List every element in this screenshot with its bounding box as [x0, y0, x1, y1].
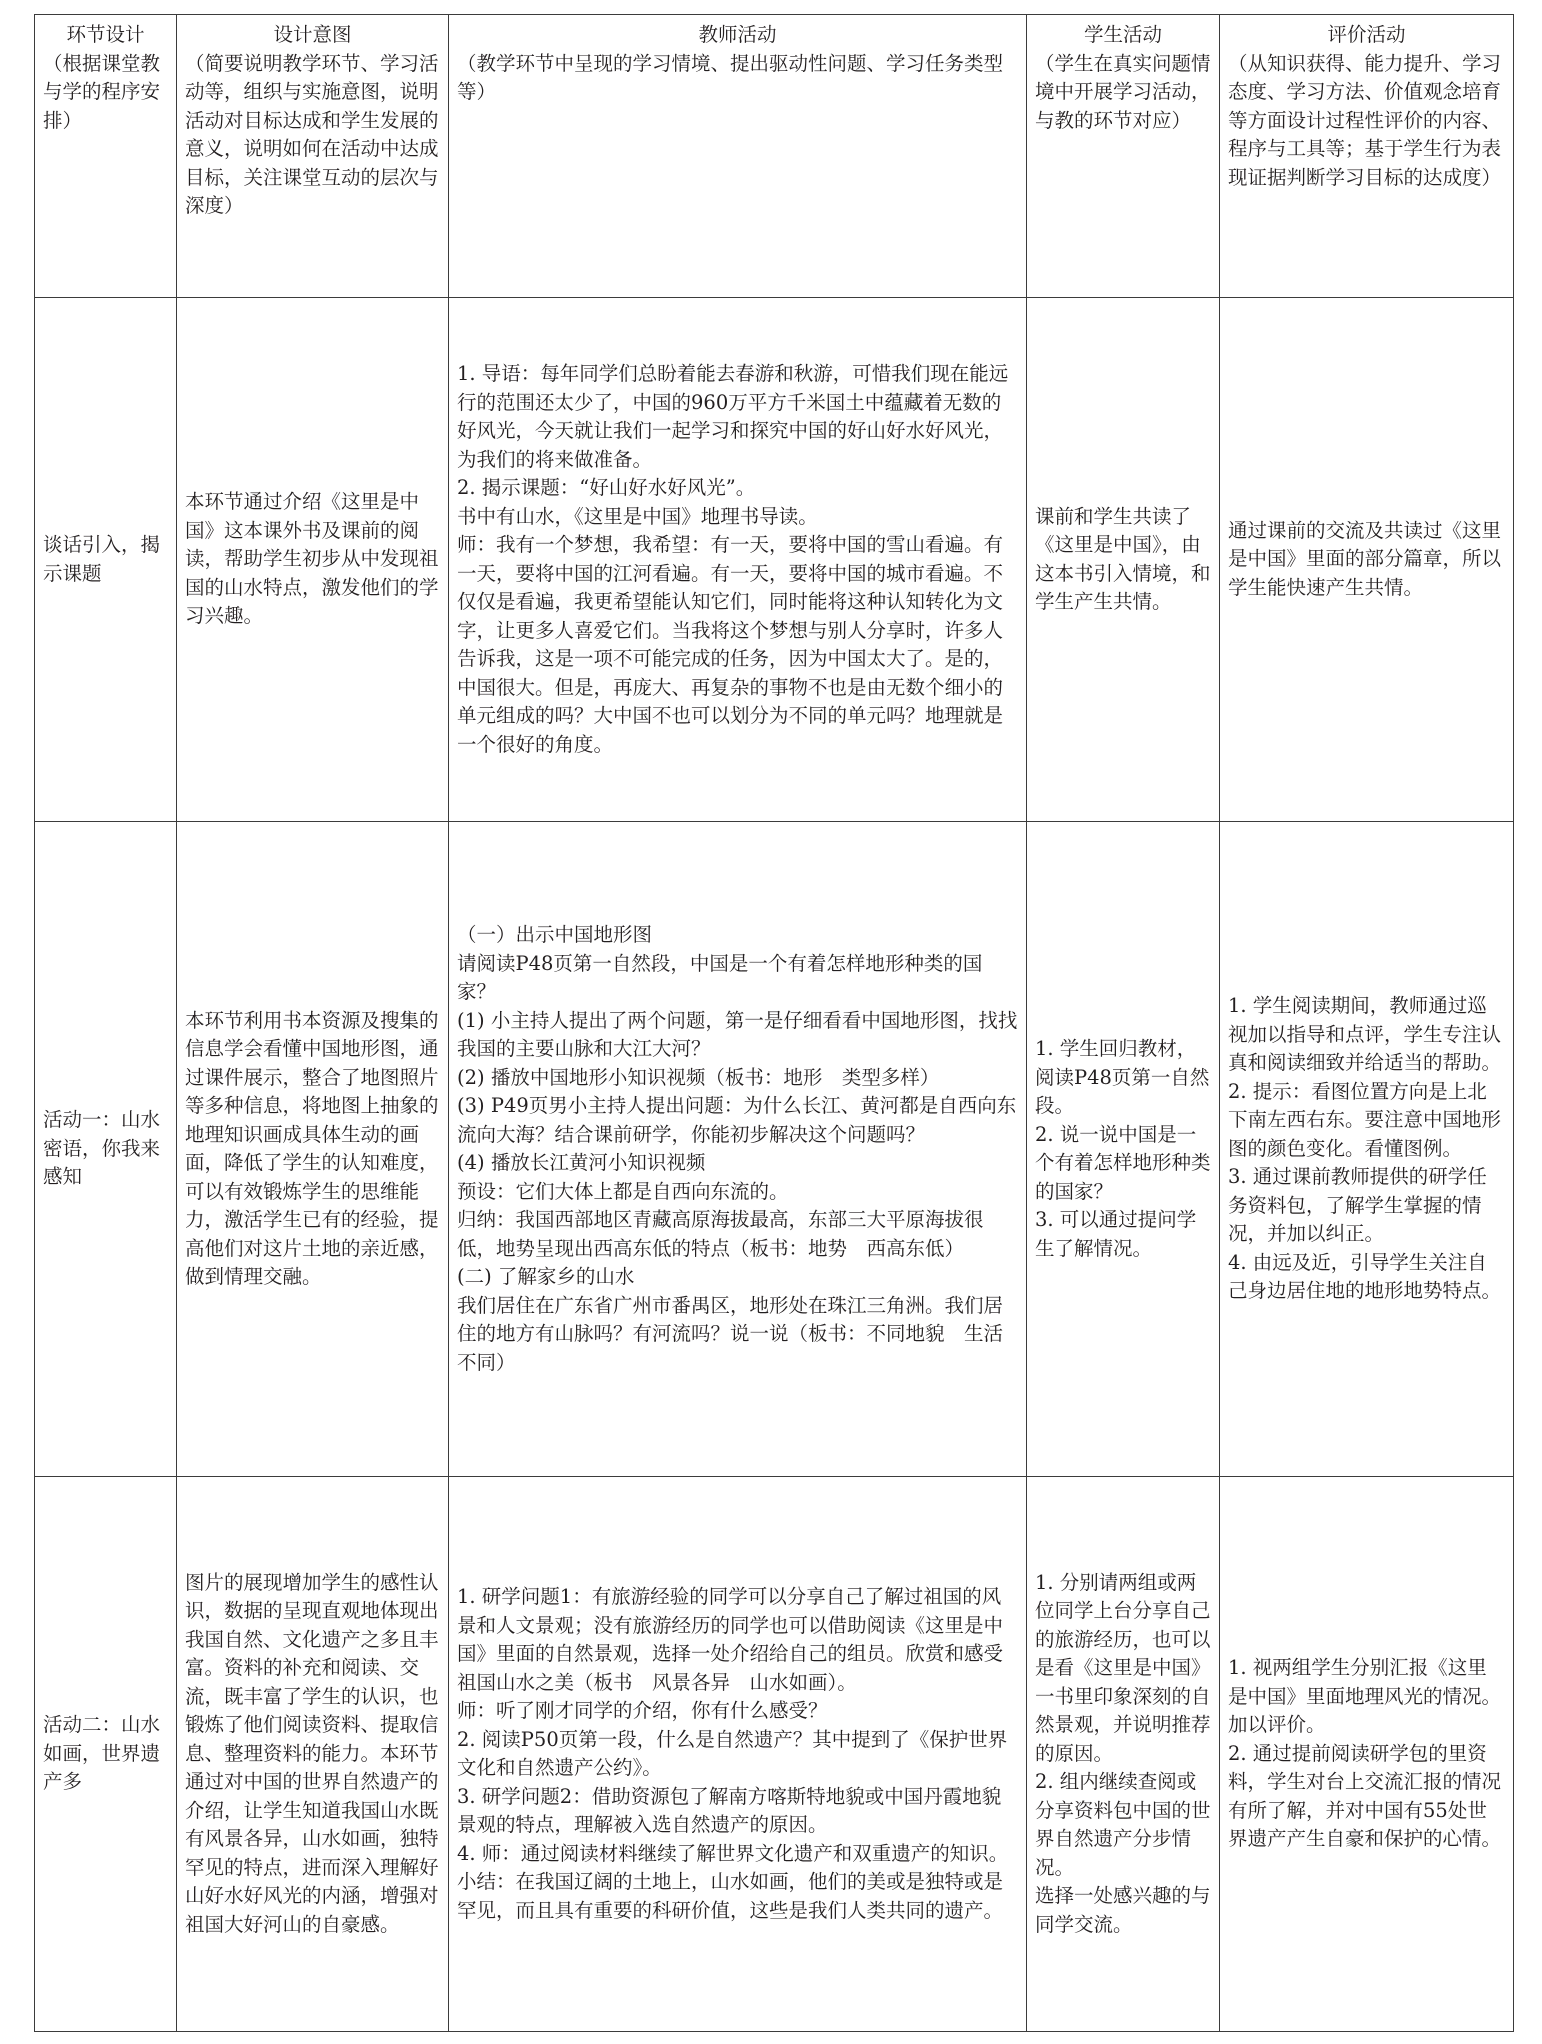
evaluation-line: 3. 通过课前教师提供的研学任务资料包，了解学生掌握的情况，并加以纠正。: [1228, 1165, 1487, 1246]
student-line: 选择一处感兴趣的与同学交流。: [1035, 1884, 1211, 1936]
header-desc: （学生在真实问题情境中开展学习活动，与教的环节对应）: [1035, 51, 1211, 132]
teacher-line: 1. 导语：每年同学们总盼着能去春游和秋游，可惜我们现在能远行的范围还太少了，中国的960万平方千米国土中蕴藏着无数的好风光，今天就让我们一起学习和探究中国的好山好水好风光，为我们的将来做准备。: [457, 362, 1009, 471]
table-row: [35, 822, 1514, 1477]
teacher-line: 1. 研学问题1：有旅游经验的同学可以分享自己了解过祖国的风景和人文景观；没有旅游经历的同学也可以借助阅读《这里是中国》里面的自然景观，选择一处介绍给自己的组员。欣赏和感受祖国山水之美（板书 风景各异 山水如画）。: [457, 1585, 1004, 1694]
student-cell: [1027, 298, 1220, 822]
student-cell: [1027, 822, 1220, 1477]
header-title: 学生活动: [1083, 23, 1162, 46]
teacher-line: 师：我有一个梦想，我希望：有一天，要将中国的雪山看遍。有一天，要将中国的江河看遍。有一天，要将中国的城市看遍。不仅仅是看遍，我更希望能认知它们，同时能将这种认知转化为文字，让更多人喜爱它们。当我将这个梦想与别人分享时，许多人告诉我，这是一项不可能完成的任务，因为中国太大了。是的，中国很大。但是，再庞大、再复杂的事物不也是由无数个细小的单元组成的吗？大中国不也可以划分为不同的单元吗？地理就是一个很好的角度。: [457, 533, 1004, 756]
evaluation-line: 2. 提示：看图位置方向是上北下南左西右东。要注意中国地形图的颜色变化。看懂图例。: [1228, 1079, 1502, 1160]
stage-cell: 谈话引入，揭示课题: [35, 298, 177, 822]
student-line: 3. 可以通过提问学生了解情况。: [1035, 1208, 1197, 1260]
intent-cell: 本环节通过介绍《这里是中国》这本课外书及课前的阅读，帮助学生初步从中发现祖国的山水特点，激发他们的学习兴趣。: [177, 298, 449, 822]
intent-cell: 图片的展现增加学生的感性认识，数据的呈现直观地体现出我国自然、文化遗产之多且丰富。资料的补充和阅读、交流，既丰富了学生的认识，也锻炼了他们阅读资料、提取信息、整理资料的能力。本环节通过对中国的世界自然遗产的介绍，让学生知道我国山水既有风景各异，山水如画，独特罕见的特点，进而深入理解好山好水好风光的内涵，增强对祖国大好河山的自豪感。: [177, 1477, 449, 2032]
header-title: 评价活动: [1327, 23, 1406, 46]
teacher-line: 小结：在我国辽阔的土地上，山水如画，他们的美或是独特或是罕见，而且具有重要的科研价值，这些是我们人类共同的遗产。: [457, 1870, 1004, 1922]
student-line: 课前和学生共读了《这里是中国》，由这本书引入情境，和学生产生共情。: [1035, 504, 1211, 613]
teacher-cell: [449, 822, 1027, 1477]
teacher-line: (2) 播放中国地形小知识视频（板书：地形 类型多样）: [457, 1065, 940, 1089]
teacher-line: 3. 研学问题2：借助资源包了解南方喀斯特地貌或中国丹霞地貌景观的特点，理解被入选自然遗产的原因。: [457, 1784, 1002, 1836]
student-line: 1. 分别请两组或两位同学上台分享自己的旅游经历，也可以是看《这里是中国》一书里印象深刻的自然景观，并说明推荐的原因。: [1035, 1570, 1211, 1765]
teacher-line: (3) P49页男小主持人提出问题：为什么长江、黄河都是自西向东流向大海？结合课前研学，你能初步解决这个问题吗？: [457, 1094, 1017, 1146]
student-line: 2. 说一说中国是一个有着怎样地形种类的国家？: [1035, 1122, 1211, 1203]
student-line: 1. 学生回归教材，阅读P48页第一自然段。: [1035, 1037, 1210, 1117]
teacher-line: (1) 小主持人提出了两个问题，第一是仔细看看中国地形图，找找我国的主要山脉和大江大河？: [457, 1008, 1018, 1060]
header-row: [35, 15, 1514, 298]
evaluation-line: 通过课前的交流及共读过《这里是中国》里面的部分篇章，所以学生能快速产生共情。: [1228, 518, 1502, 599]
stage-cell: 活动一：山水密语，你我来感知: [35, 822, 177, 1477]
header-student: [1027, 15, 1220, 298]
teacher-line: (二) 了解家乡的山水: [457, 1265, 635, 1288]
student-line: 2. 组内继续查阅或分享资料包中国的世界自然遗产分步情况。: [1035, 1770, 1211, 1879]
intent-cell: 本环节利用书本资源及搜集的信息学会看懂中国地形图，通过课件展示，整合了地图照片等多种信息，将地图上抽象的地理知识画成具体生动的画面，降低了学生的认知难度，可以有效锻炼学生的思维能力，激活学生已有的经验，提高他们对这片土地的亲近感，做到情理交融。: [177, 822, 449, 1477]
table-row: [35, 1477, 1514, 2032]
teacher-line: 预设：它们大体上都是自西向东流的。: [457, 1179, 789, 1203]
evaluation-line: 4. 由远及近，引导学生关注自己身边居住地的地形地势特点。: [1228, 1250, 1502, 1303]
header-desc: （从知识获得、能力提升、学习态度、学习方法、价值观念培育等方面设计过程性评价的内容、程序与工具等；基于学生行为表现证据判断学习目标的达成度）: [1228, 51, 1502, 189]
header-title: 环节设计: [66, 23, 145, 46]
teacher-line: 2. 阅读P50页第一段，什么是自然遗产？其中提到了《保护世界文化和自然遗产公约》。: [457, 1727, 1008, 1779]
evaluation-line: 1. 视两组学生分别汇报《这里是中国》里面地理风光的情况。加以评价。: [1228, 1656, 1502, 1737]
student-cell: [1027, 1477, 1220, 2032]
header-desc: （教学环节中呈现的学习情境、提出驱动性问题、学习任务类型等）: [457, 51, 1004, 103]
teacher-line: 我们居住在广东省广州市番禺区，地形处在珠江三角洲。我们居住的地方有山脉吗？有河流吗？说一说（板书：不同地貌 生活不同）: [457, 1293, 1004, 1374]
evaluation-line: 2. 通过提前阅读研学包的里资料，学生对台上交流汇报的情况有所了解，并对中国有55处世界遗产产生自豪和保护的心情。: [1228, 1741, 1502, 1851]
teacher-line: 书中有山水，《这里是中国》地理书导读。: [457, 504, 818, 528]
teacher-line: 请阅读P48页第一自然段，中国是一个有着怎样地形种类的国家？: [457, 951, 983, 1003]
header-stage: [35, 15, 177, 298]
evaluation-cell: [1220, 822, 1514, 1477]
teacher-line: 师：听了刚才同学的介绍，你有什么感受？: [457, 1699, 828, 1722]
evaluation-cell: [1220, 298, 1514, 822]
header-evaluation: [1220, 15, 1514, 298]
teacher-line: 2. 揭示课题：“好山好水好风光”。: [457, 476, 756, 499]
teacher-line: 4. 师：通过阅读材料继续了解世界文化遗产和双重遗产的知识。: [457, 1841, 1009, 1865]
teacher-cell: [449, 298, 1027, 822]
table-row: [35, 298, 1514, 822]
evaluation-cell: [1220, 1477, 1514, 2032]
teacher-line: （一）出示中国地形图: [457, 923, 653, 946]
teacher-cell: [449, 1477, 1027, 2032]
stage-cell: 活动二：山水如画，世界遗产多: [35, 1477, 177, 2032]
header-teacher: [449, 15, 1027, 298]
header-desc: （根据课堂教与学的程序安排）: [43, 51, 161, 132]
header-desc: （简要说明教学环节、学习活动等，组织与实施意图，说明活动对目标达成和学生发展的意义，说明如何在活动中达成目标，关注课堂互动的层次与深度）: [185, 51, 439, 217]
header-title: 设计意图: [273, 23, 352, 46]
header-intent: [177, 15, 449, 298]
evaluation-line: 1. 学生阅读期间，教师通过巡视加以指导和点评，学生专注认真和阅读细致并给适当的帮助。: [1228, 994, 1502, 1075]
header-title: 教师活动: [698, 23, 777, 46]
teacher-line: 归纳：我国西部地区青藏高原海拔最高，东部三大平原海拔很低，地势呈现出西高东低的特点（板书：地势 西高东低）: [457, 1208, 984, 1260]
lesson-plan-table: [34, 14, 1514, 2032]
teacher-line: (4) 播放长江黄河小知识视频: [457, 1151, 706, 1174]
